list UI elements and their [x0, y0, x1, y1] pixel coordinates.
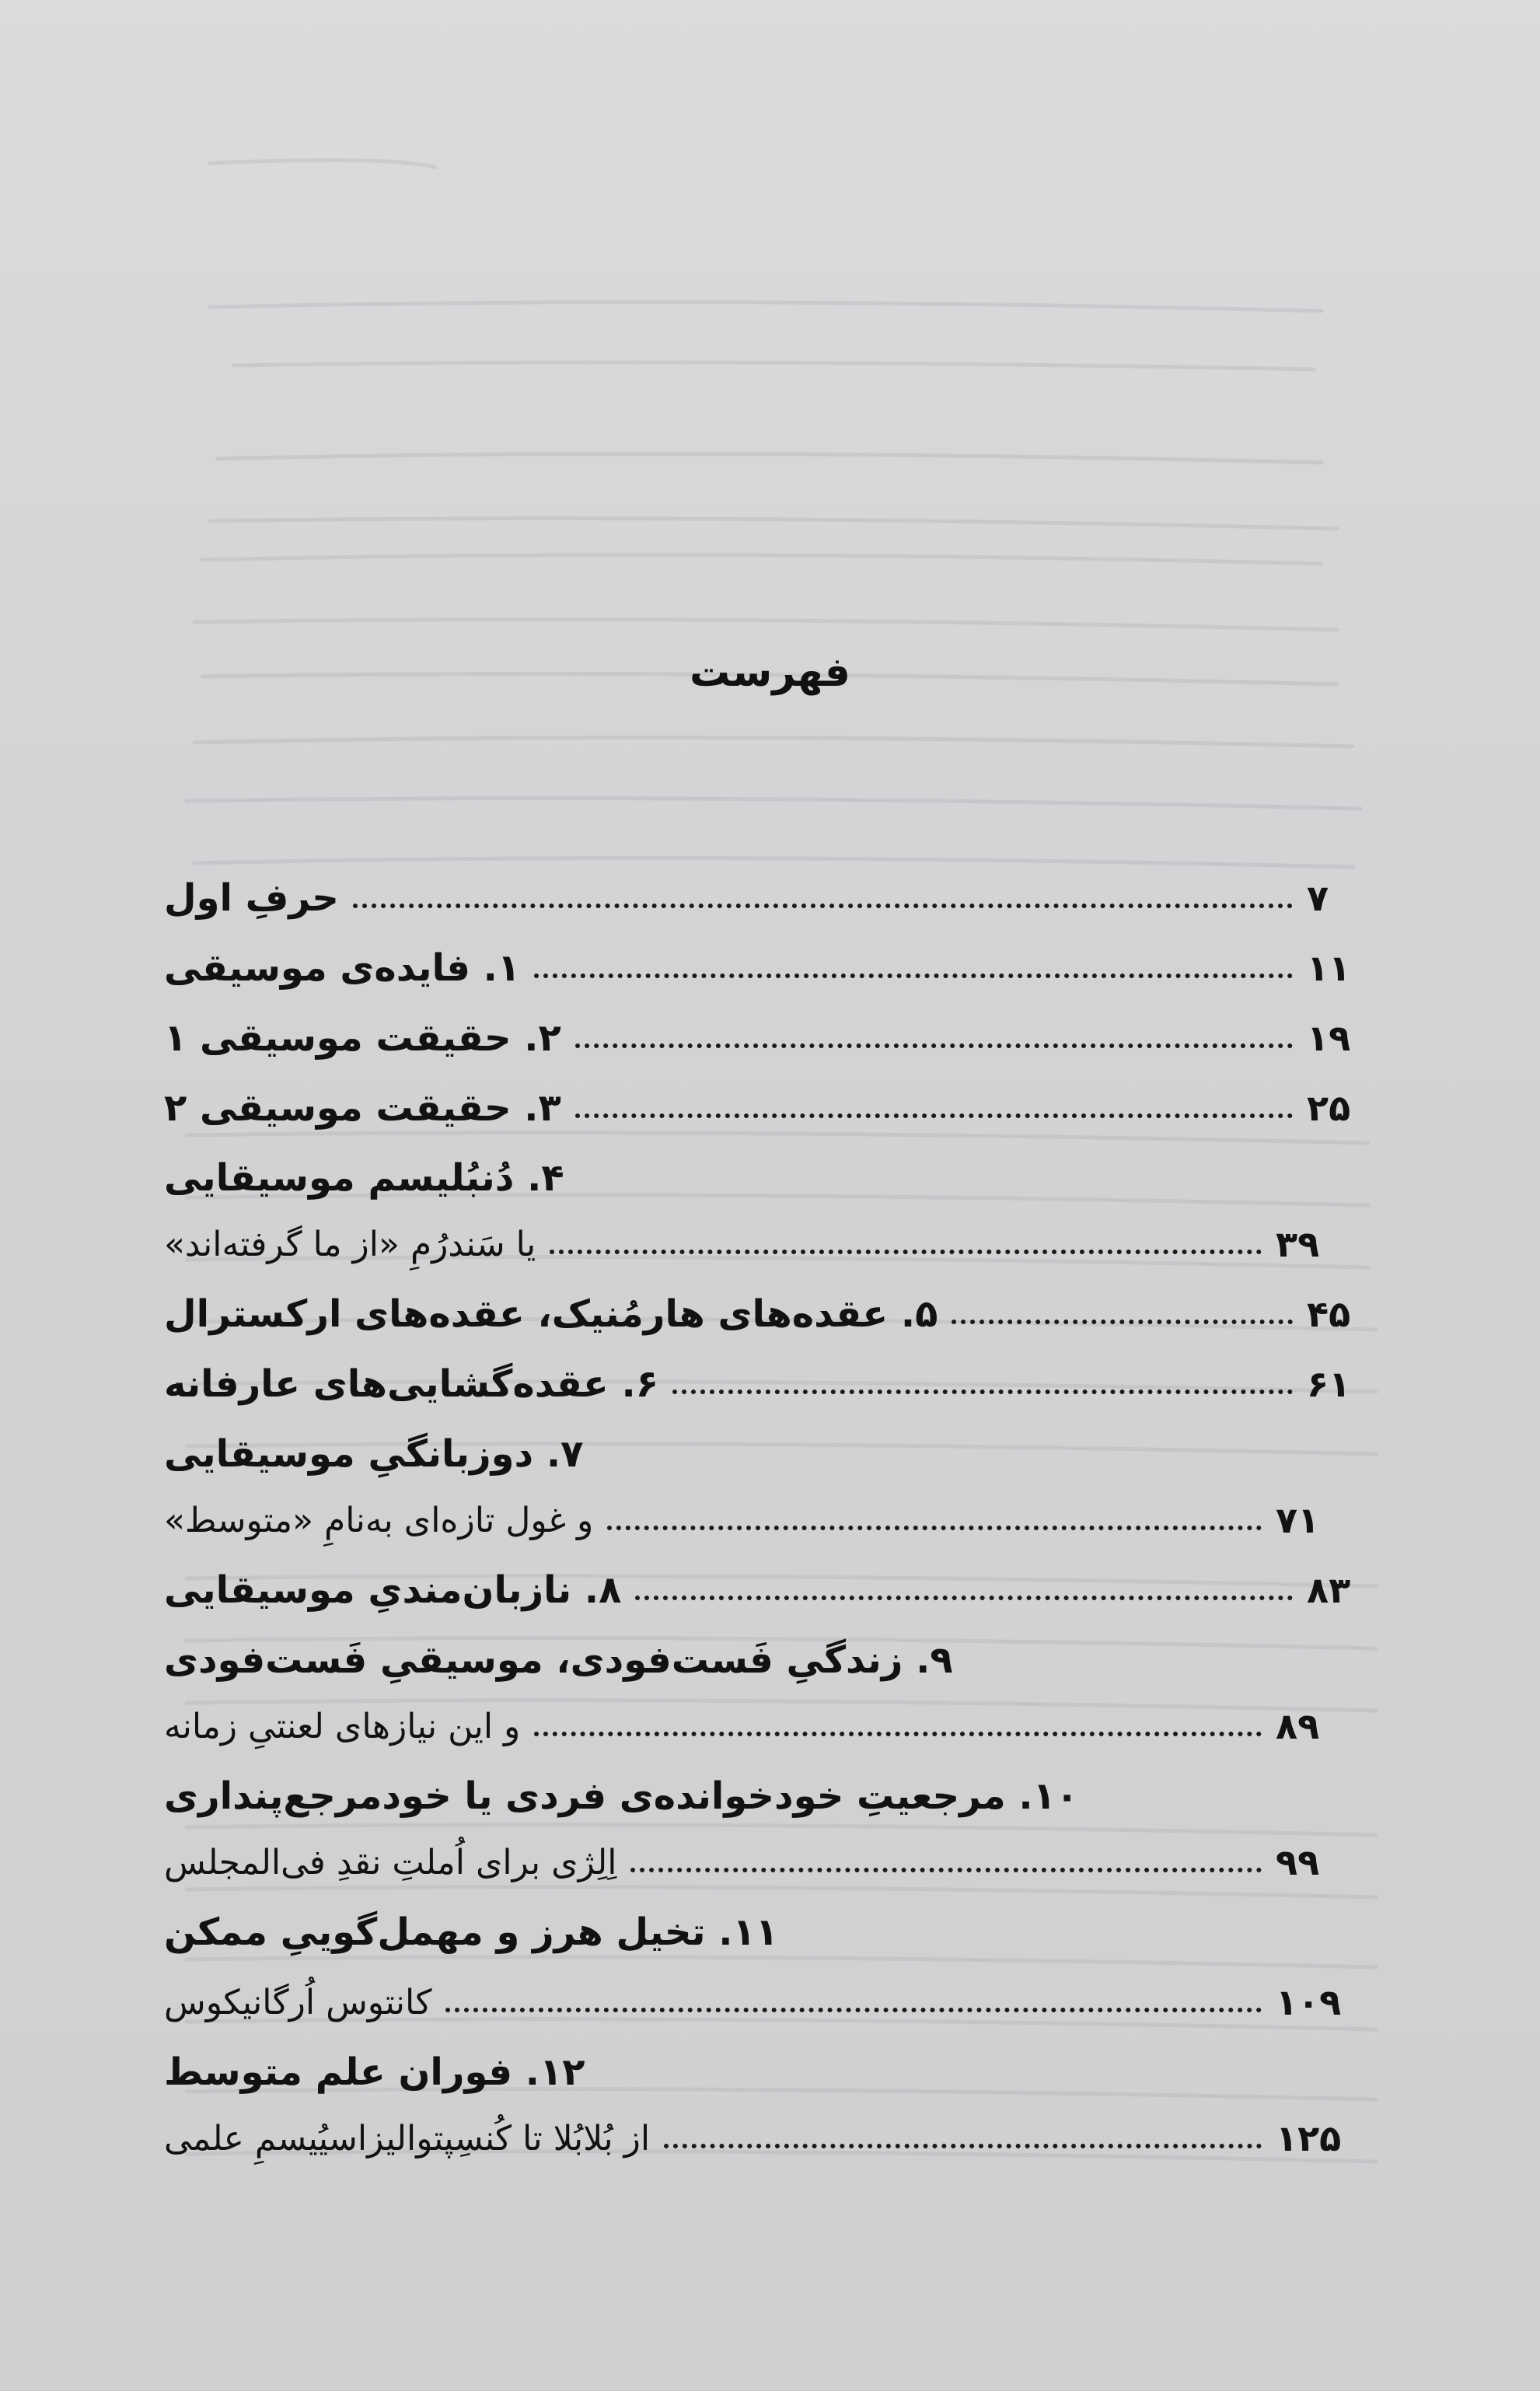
toc-entry-title: ۹. زندگیِ فَست‌فودی، موسیقیِ فَست‌فودی	[164, 1638, 953, 1682]
dot-leader	[534, 1732, 1262, 1736]
toc-entry-page: ۱۲۵	[1276, 2117, 1342, 2159]
toc-entry	[164, 1011, 1377, 1065]
toc-entry	[164, 1357, 1377, 1411]
page-title: فهرست	[690, 649, 850, 696]
toc-entry-title: کانتوس اُرگانیکوس	[164, 1982, 432, 2022]
toc-entry-subtitle	[164, 1217, 1346, 1271]
toc-entry-title: ۱۱. تخیل هرز و مهمل‌گوییِ ممکن	[164, 1910, 779, 1954]
toc-entry-title: و این نیازهای لعنتیِ زمانه	[164, 1706, 521, 1746]
dot-leader	[630, 1868, 1262, 1872]
dot-leader	[672, 1390, 1293, 1394]
toc-entry-page: ۸۳	[1307, 1569, 1351, 1611]
toc-entry-title: ۳. حقیقت موسیقی ۲	[164, 1086, 561, 1130]
toc-entry-subtitle	[164, 1493, 1346, 1547]
toc-entry-title: ۱۰. مرجعیتِ خودخوانده‌ی فردی یا خودمرجع‌پنداری	[164, 1774, 1079, 1818]
toc-entry-page: ۷	[1307, 877, 1329, 919]
toc-entry	[164, 871, 1377, 925]
dot-leader	[575, 1043, 1293, 1048]
toc-entry	[164, 1563, 1377, 1617]
dot-leader	[534, 974, 1293, 978]
toc-entry	[164, 1769, 1377, 1823]
toc-entry-title: ۸. نازبان‌مندیِ موسیقایی	[164, 1568, 622, 1612]
dot-leader	[664, 2144, 1262, 2148]
toc-entry-page: ۱۹	[1307, 1017, 1351, 1059]
dot-leader	[353, 904, 1293, 908]
toc-entry-title: ۴. دُنبُلیسم موسیقایی	[164, 1156, 564, 1200]
toc-entry-subtitle	[164, 1699, 1346, 1753]
toc-entry-subtitle	[164, 2111, 1346, 2166]
toc-entry	[164, 1287, 1377, 1341]
toc-entry-title: ۶. عقده‌گشایی‌های عارفانه	[164, 1362, 659, 1406]
dot-leader	[550, 1250, 1262, 1254]
toc-entry-title: و غول تازه‌ای به‌نامِ «متوسط»	[164, 1500, 594, 1540]
toc-entry-title: اِلِژی برای اُملتِ نقدِ فی‌المجلس	[164, 1842, 617, 1882]
dot-leader	[607, 1526, 1262, 1530]
toc-entry	[164, 1905, 1377, 1959]
toc-entry	[164, 1427, 1377, 1481]
toc-entry-page: ۴۵	[1307, 1293, 1351, 1335]
dot-leader	[575, 1113, 1293, 1118]
toc-entry-page: ۹۹	[1276, 1841, 1320, 1883]
toc-entry	[164, 1081, 1377, 1135]
toc-entry-subtitle	[164, 1975, 1346, 2029]
toc-entry-title: ۱. فایده‌ی موسیقی	[164, 946, 521, 990]
toc-entry-title: یا سَندرُمِ «از ما گرفته‌اند»	[164, 1224, 536, 1264]
toc-entry-title: ۱۲. فوران علم متوسط	[164, 2050, 585, 2094]
toc-entry-page: ۸۹	[1276, 1705, 1320, 1747]
toc-entry	[164, 1151, 1377, 1205]
toc-entry-title: ۷. دوزبانگیِ موسیقایی	[164, 1432, 584, 1476]
toc-entry-page: ۶۱	[1307, 1363, 1351, 1405]
toc-entry	[164, 2045, 1377, 2099]
toc-entry-page: ۱۰۹	[1276, 1981, 1342, 2023]
toc-entry-title: ۲. حقیقت موسیقی ۱	[164, 1016, 561, 1060]
toc-entry-title: حرفِ اول	[164, 876, 339, 920]
dot-leader	[445, 2008, 1262, 2012]
toc-entry-page: ۳۹	[1276, 1223, 1320, 1265]
toc-entry	[164, 1633, 1377, 1687]
toc-entry-title: ۵. عقده‌های هارمُنیک، عقده‌های ارکسترال	[164, 1292, 938, 1336]
toc-entry-page: ۲۵	[1307, 1087, 1351, 1129]
toc-entry-page: ۷۱	[1276, 1499, 1320, 1541]
toc-entry-page: ۱۱	[1307, 947, 1351, 989]
toc-entry	[164, 941, 1377, 995]
dot-leader	[952, 1320, 1293, 1324]
dot-leader	[635, 1596, 1293, 1600]
toc-entry-title: از بُلابُلا تا کُنسِپتوالیزاسیُیسمِ علمی	[164, 2118, 651, 2159]
toc-entry-subtitle	[164, 1835, 1346, 1889]
